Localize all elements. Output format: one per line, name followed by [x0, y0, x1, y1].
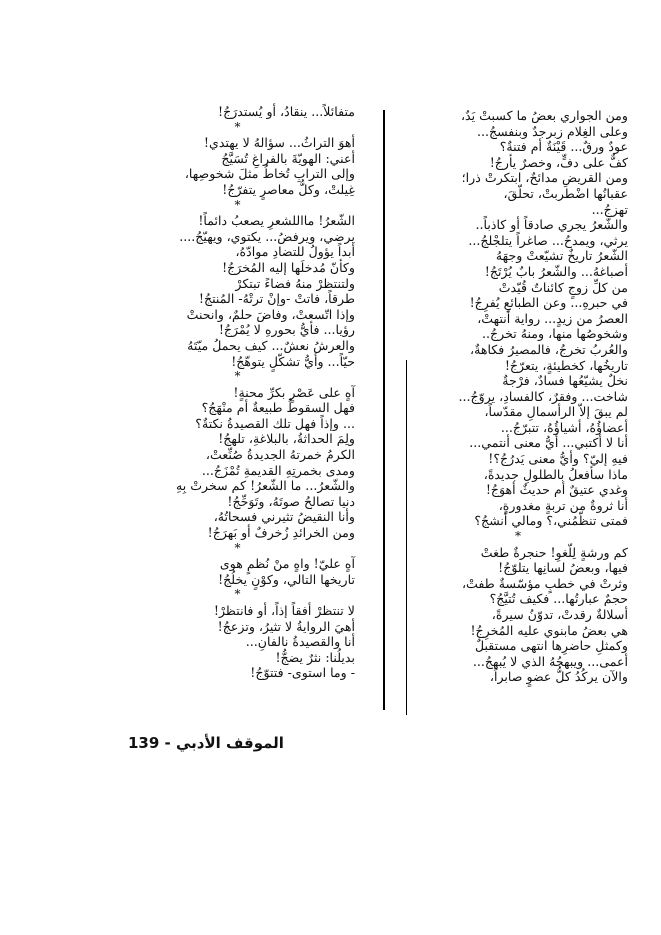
column-divider	[383, 110, 385, 710]
verse-line: طرقاً، فاتتْ -وإنْ ترتْهُ- المُنتجُ!	[198, 291, 355, 307]
verse-line: فهل السقوطُ طبيعةٌ أم منْهَجُ؟	[201, 400, 355, 416]
verse-line: أعمى... ويبهجُهُ الذي لا يُبهجُ...	[472, 653, 628, 669]
verse-line: نخلٌ يشيّعُها فسادٌ، فرْجةٌ	[502, 373, 628, 389]
verse-line: وعلى الغِلام زبرجدٌ وبنفسجُ...	[476, 123, 628, 139]
verse-line: ولِمَ الحداثةُ، بالبلاغةِ، تلهجُ!	[218, 431, 355, 447]
verse-line: تهزجُ...	[591, 201, 628, 217]
verse-line: أسلالةٌ رقدتْ، تدوّنُ سيرةً،	[491, 607, 628, 622]
verse-line: ماذا سأفعلُ بالطلولِ جديدةً،	[483, 466, 628, 482]
verse-line: ولتنتظرْ منهُ فضاءً تبتكرْ	[235, 275, 355, 291]
verse-line: أهوَ التراثُ... سؤالهُ لا يهتدي!	[203, 135, 355, 151]
verse-line: غِيلتْ، وكلُّ معاصرٍ يتفرّجُ!	[222, 181, 355, 197]
verse-line: وإذا اتّسعتْ، وفاضَ حلمٌ، وانحنتْ	[186, 306, 355, 322]
verse-line: وشخوصُها منها، ومنهُ تخرجُ..	[482, 326, 628, 342]
verse-line: والشّعرُ... ما الشّعرُ! كم سخرتْ بِهِ	[175, 478, 355, 494]
verse-line: دنيا تصالحُ صوتَهُ، وتَوَحِّجُ!	[227, 493, 355, 509]
verse-line: أعضاؤُهُ، أشياؤُهُ، تتبرّجُ...	[500, 419, 628, 435]
verse-line: وكأنّ مُدخلَها إليه المُخرَجُ!	[222, 259, 355, 275]
verse-line: والآن يركُدُ كلُّ عضوٍ صابراً،	[489, 669, 628, 685]
verse-line: هي بعضُ مابنوي عليه المُخرِجُ!	[470, 622, 628, 638]
verse-line: ومن الخرائدِ زُخرفٌ أو بَهرَجُ!	[207, 525, 355, 541]
verse-line: وثرتْ في خطبٍ مؤسّسةٌ طفتْ،	[461, 575, 628, 591]
verse-line: والشّعرُ يجري صادقاً أو كاذباً..	[475, 217, 628, 233]
verse-line: ... وإذاً فهل تلك القصيدةُ نكتةٌ؟	[195, 415, 355, 431]
verse-line: لم يبقَ إلاّ الرأسمالِ مقدّساً،	[484, 404, 628, 420]
verse-line: متفائلاً... ينقادُ، أو يُستدرَجُ!	[218, 104, 355, 119]
verse-line: أهيَ الروايةُ لا تثيرُ، وتزعجُ!	[217, 618, 355, 634]
stanza-separator: *	[234, 540, 241, 555]
verse-line: الكرمُ خمرتهُ الجديدةُ صُنِّعتْ،	[205, 447, 355, 463]
verse-line: يرثي، ويمدحُ... صاغراً يتلجْلجُ...	[468, 232, 628, 248]
verse-line: - وما استوى- فتتوّجُ!	[250, 665, 355, 681]
verse-line: فيهِ إليّ؟ وأيُّ معنى يَدرُجُ؟!	[488, 451, 628, 467]
verse-line: وإلى الترابِ تُخاطُ مثلَ شخوصِها،	[184, 166, 355, 182]
verse-line: الشّعرُ تاريخٌ تشيّعتْ وجهَهُ	[495, 248, 628, 264]
verse-line: وأنا النقيضُ تثيرني فسحاتُهُ،	[213, 509, 355, 525]
verse-line: لا تنتظرْ أفقاً إذاً، أو فانتظرْ!	[213, 603, 355, 618]
verse-line: رؤيا... فأيُّ بحورهِ لا يُمْرَجُ!	[218, 322, 355, 338]
verse-line: الشّعرُ! مااللشعرِ يصعبُ دائماً!	[198, 213, 355, 229]
verse-line: من كلِّ زوجٍ كائناتٌ قُيّدتْ	[498, 279, 628, 295]
verse-line: ومن القريضِ مدائحٌ، ابتكرتْ ذرا؛	[461, 170, 628, 186]
verse-line: تاريخها التالي، وكوْنٍ يخلُجُ!	[218, 571, 355, 587]
stanza-separator: *	[234, 369, 241, 384]
verse-line: أنا ثروةٌ من تربةٍ مغدورةٍ،	[498, 497, 628, 513]
stanza-separator: *	[515, 529, 521, 544]
verse-line: فمتى تنظّمُني،؟ ومالي أنشجُ؟	[474, 513, 628, 529]
verse-line: ومن الجواري بعضُ ما كسبتْ يَدٌ،	[460, 108, 628, 123]
verse-line: عقبانُها اضْطربتْ، تحلّقَ،	[503, 185, 628, 201]
verse-line: أنا لا أكتبي... أيُّ معنى أنتمي...	[469, 435, 628, 451]
verse-line: بديلُنا: نثرٌ يضجُّ!	[275, 649, 355, 665]
poem-column-left	[120, 104, 355, 681]
verse-line: كفٌّ على دفٍّ، وخصرٌ يأرجُ!	[489, 154, 628, 170]
verse-line: حجمٌ عبارتُها... فكيف تُتيَّجُ؟	[489, 591, 628, 607]
verse-line: والعرشُ نعشٌ... كيف يحملُ ميّتَهُ	[187, 337, 355, 353]
stanza-separator: *	[234, 587, 241, 602]
verse-line: عودٌ ورقٌ... قَيْنَةٌ أم فتنةٌ؟	[499, 139, 628, 155]
inner-margin-rule	[406, 360, 407, 715]
verse-line: أبداً يؤولُ للتضادِ موادّهُ،	[235, 244, 355, 260]
verse-line: أعني: الهويّةَ بالفراغِ تُسَيَّجُ	[221, 150, 355, 166]
verse-line: فيها، وبعضُ لسانِها يتلوّجُ!	[498, 560, 628, 576]
page-footer: الموقف الأدبي - 139	[128, 734, 284, 752]
verse-line: والعُربُ تخرجُ، فالمصيرُ فكاهةٌ،	[470, 341, 628, 357]
verse-line: العصرُ من زيدٍ... رواية أنتهتْ،	[477, 310, 628, 326]
stanza-separator: *	[234, 197, 241, 212]
verse-line: أنا والقصيدةُ نالفانِ...	[245, 634, 355, 650]
poem-column-right	[408, 108, 628, 685]
verse-line: في حبرهِ... وعن الطبائعِ يُفرِجُ!	[469, 295, 628, 311]
verse-line: أصباغهُ... والشّعرُ بابٌ يُرْتَجُ!	[484, 263, 628, 279]
verse-line: آهٍ عليّ! واهٍ منْ نُظمٍ هوى	[219, 556, 355, 572]
verse-line: شاخت... وفقرٌ، كالفسادِ، يروّجُ...	[458, 388, 628, 404]
stanza-separator: *	[234, 119, 241, 134]
verse-line: كم ورشةٍ لِلّغوِ! حنجرةٌ طغتْ	[480, 544, 628, 560]
verse-line: حيّاً... وأيُّ تشكّلٍ يتوهّجُ!	[231, 353, 355, 369]
verse-line: يرضي، ويرفضُ... يكتوي، ويهيّجُ....	[179, 228, 355, 244]
verse-line: وكمثلِ حاضرِها انتهى مستقبلٌ	[474, 638, 628, 654]
verse-line: تاريخُها، كخطيئةٍ، يتعرّجُ!	[504, 357, 628, 373]
verse-line: آهٍ على عَصْرٍ بكرِّ محنةٍ!	[233, 384, 355, 400]
verse-line: ومدى بخمرتِهِ القديمةِ تُمْزَجُ...	[201, 462, 355, 478]
verse-line: وغدي عتيقٌ أم حديثٌ أهوَجُ!	[485, 482, 628, 498]
